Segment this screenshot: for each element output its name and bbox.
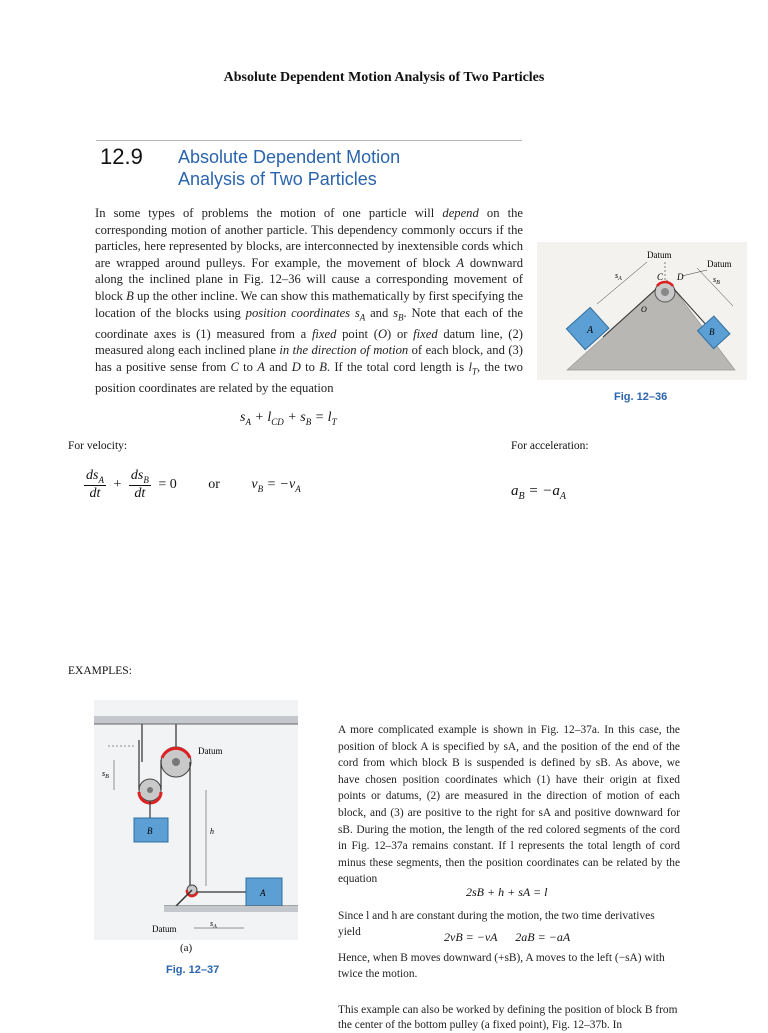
block-b-label: B [147,826,153,836]
example-paragraph-3: Hence, when B moves downward (+sB), A moves to the left (−sA) with twice the motion. [338,952,665,980]
lower-pulley-hub [147,787,153,793]
example-paragraph-4: This example can also be worked by defining the position of block B from the center of the bottom pulley (a fixed point), Fig. 12–37b. In [338,1004,678,1031]
section-body-paragraph: In some types of problems the motion of one particle will depend on the corresponding motion of another particle. This dependency commonly occurs if the particles, here represented by blocks, are interconnected by inextensible cords which are wrapped around pulleys. For example, the movement of block A downward along the inclined plane in Fig. 12–36 will cause a corresponding movement of block B up the other incline. We can show this mathematically by first specifying the location of the blocks using position coordinates $s_A$ and $s_B$. Note that each of the coordinate axes is (1) measured from a fixed point (O) or fixed datum line, (2) measured along each inclined plane in the direction of motion of each block, and (3) has a positive sense from C to A and D to B. If the total cord length is $l_T$, the two position coordinates are related by the equation [95,206,524,395]
section-number: 12.9 [100,144,143,169]
sA-label: $s_A$ [615,271,622,282]
ceiling [94,716,298,724]
page-title: Absolute Dependent Motion Analysis of Two Particles [223,70,545,85]
plus-sign: + [113,477,122,493]
section-title [178,146,508,190]
datum-left-label: Datum [647,250,672,260]
block-b-label: B [709,327,715,337]
sB-label: $s_B$ [102,769,109,780]
top-pulley-hub [172,758,180,766]
section-title-line2: Analysis of Two Particles [178,169,377,189]
example-paragraph-1: A more complicated example is shown in Fig. 12–37a. In this case, the position of block A is specified by sA, and the position of the end of the cord from which block B is suspended is defined by sB. As above, we have chosen position coordinates which (1) have their origin at fixed points or datums, (2) are measured in the direction of motion of each block, and (3) are positive to the right for sA and positive downward for sB. During the motion, the length of the red colored segments of the cord in Fig. 12–37a remains constant. If l represents the total length of cord minus these segments, then the position coordinates can be related by the equation [338,724,680,886]
example-equation-2: 2vB = −vA 2aB = −aA [444,930,571,944]
figure-12-36-caption: Fig. 12–36 [614,391,668,403]
examples-heading: EXAMPLES: [68,665,132,677]
example-equation-1: 2sB + h + sA = l [466,885,548,899]
example-paragraph-2: Since l and h are constant during the motion, the two time derivatives yield [338,910,655,938]
or-word: or [208,477,220,493]
velocity-result: $v_B = -v_A$ [251,477,301,494]
block-a-label: A [260,888,266,898]
equals-zero: = 0 [158,477,177,493]
figure-12-37-sublabel: (a) [180,942,193,954]
figure-12-37-caption: Fig. 12–37 [166,964,220,976]
fraction-dsB-dt: $\frac{ds_B}{dt}$ [130,468,149,501]
block-a-label: A [587,325,594,336]
h-label: h [210,827,214,836]
velocity-label: For velocity: [68,440,128,452]
floor [164,906,298,912]
point-o-label: O [641,305,647,314]
datum-right-label: Datum [707,259,732,269]
section-title-line1: Absolute Dependent Motion [178,147,401,167]
velocity-equation [84,468,301,502]
figure-12-36 [537,242,747,412]
acceleration-label: For acceleration: [511,440,589,452]
sB-label: $s_B$ [713,275,720,286]
point-c-label: C [657,272,664,282]
figure-12-37 [94,700,298,982]
sA-label: $s_A$ [210,919,217,930]
acceleration-equation: $a_B = -a_A$ [511,483,566,502]
fraction-dsA-dt: $\frac{ds_A}{dt}$ [86,468,104,501]
datum-top-label: Datum [198,746,223,756]
pulley-hub [661,288,669,296]
point-d-label: D [677,272,684,282]
datum-bottom-label: Datum [152,924,177,934]
section-rule [96,140,522,141]
cord-length-equation: $s_A + l_{CD} + s_B = l_T$ [240,410,337,427]
